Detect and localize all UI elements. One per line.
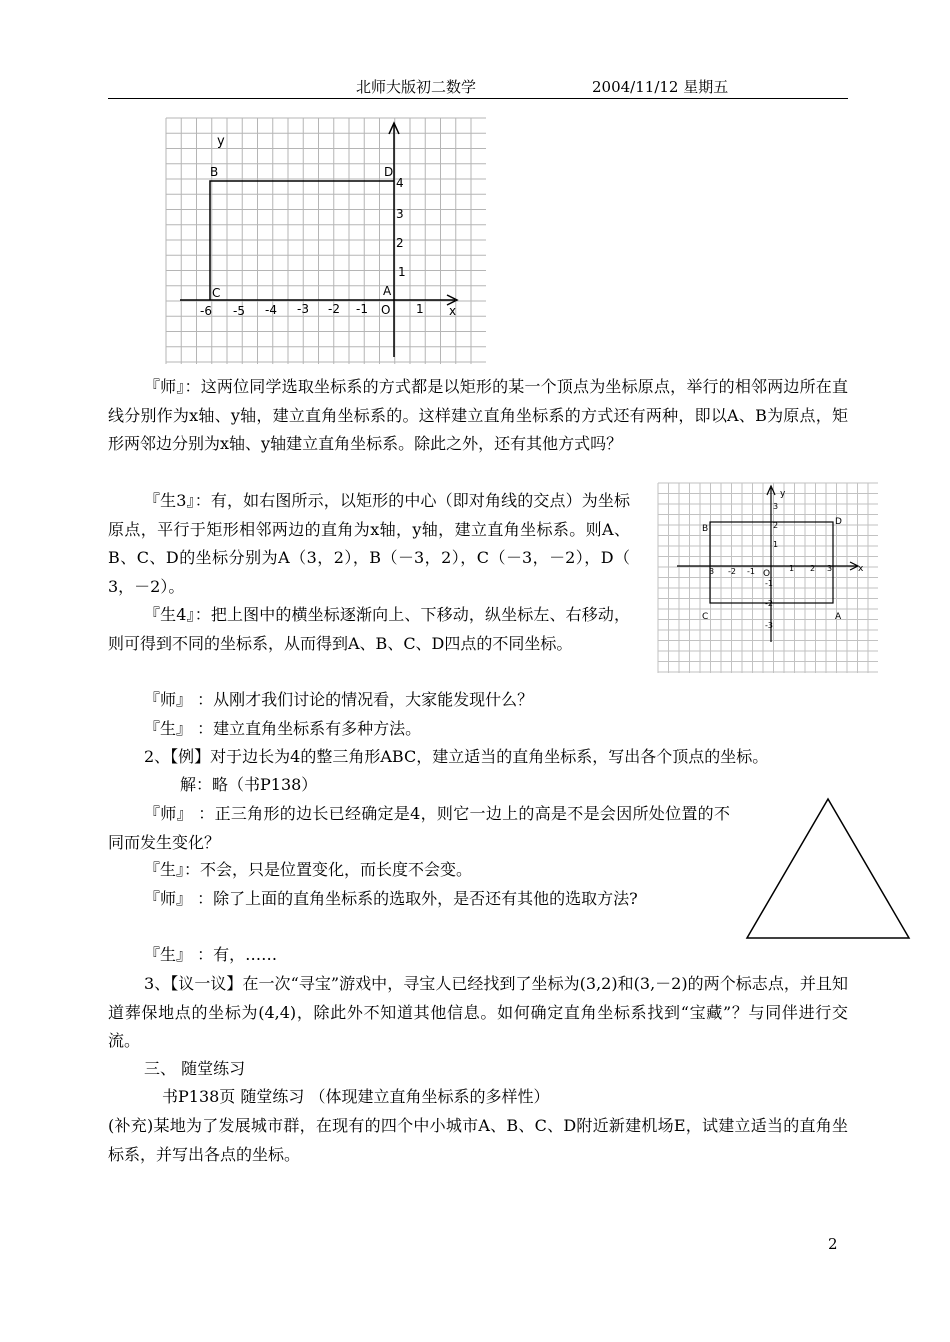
g1-x-label: x — [449, 304, 457, 318]
g1-y-tick: 2 — [396, 236, 404, 250]
g2-y-tick: -2 — [765, 599, 773, 608]
line-student-answer: 『生』 ：建立直角坐标系有多种方法。 — [144, 719, 422, 738]
g1-point-a: A — [383, 284, 392, 298]
section-heading-practice: 三、 随堂练习 — [144, 1059, 246, 1078]
paragraph-discussion: 3、【议一议】在一次“寻宝”游戏中，寻宝人已经找到了坐标为(3,2)和(3,－2)的两个标志点，并且知道葬保地点的坐标为(4,4)，除此外不知道其他信息。如何确定直角坐标系找到“宝藏”？与同伴进行交流。 — [108, 974, 848, 1050]
g1-point-b: B — [210, 165, 219, 179]
g2-y-tick: 1 — [773, 540, 779, 549]
equilateral-triangle — [744, 796, 912, 942]
g2-point-a: A — [835, 612, 842, 622]
coordinate-graph-1 — [165, 117, 487, 365]
g2-x-tick: 2 — [810, 564, 816, 573]
line-teacher-question: 『师』 ：从刚才我们讨论的情况看，大家能发现什么？ — [144, 690, 534, 709]
g1-x-tick: -4 — [265, 303, 277, 317]
g1-point-c: C — [212, 286, 221, 300]
g2-y-tick: -1 — [765, 579, 773, 588]
g2-x-label: x — [858, 564, 864, 574]
paragraph-teacher-other-methods: 『师』 ：除了上面的直角坐标系的选取外，是否还有其他的选取方法? — [144, 889, 638, 908]
header-date: 2004/11/12 星期五 — [592, 78, 729, 96]
g2-y-tick: -3 — [765, 621, 773, 630]
line-student-no-change: 『生』：不会，只是位置变化，而长度不会变。 — [144, 860, 473, 879]
line-student-yes: 『生』 ：有，…… — [144, 945, 278, 964]
g2-x-tick: -2 — [728, 567, 736, 576]
g1-x-tick: -3 — [297, 302, 309, 316]
paragraph-student-3: 『生3』：有，如右图所示，以矩形的中心（即对角线的交点）为坐标原点，平行于矩形相邻两边的直角为x轴，y轴，建立直角坐标系。则A、B、C、D的坐标分别为A（3，2），B（－3，2），C（－3，－2），D（ 3，－2）。 — [108, 491, 630, 596]
coordinate-graph-2 — [657, 482, 879, 675]
paragraph-student-4: 『生4』：把上图中的横坐标逐渐向上、下移动，纵坐标左、右移动，则可得到不同的坐标系，从而得到A、B、C、D四点的不同坐标。 — [108, 605, 630, 653]
g1-point-d: D — [384, 165, 394, 179]
practice-reference: 书P138页 随堂练习 （体现建立直角坐标系的多样性） — [162, 1087, 550, 1106]
g2-x-tick: 3 — [827, 564, 833, 573]
paragraph-supplement: (补充)某地为了发展城市群，在现有的四个中小城市A、B、C、D附近新建机场E，试建立适当的直角坐标系，并写出各点的坐标。 — [108, 1116, 848, 1164]
header-rule — [108, 98, 848, 99]
g1-y-tick: 3 — [396, 207, 404, 221]
header-title: 北师大版初二数学 — [356, 78, 477, 96]
g1-y-tick: 4 — [396, 176, 404, 190]
g1-x-tick: -2 — [328, 302, 340, 316]
g1-x-tick: 1 — [416, 302, 424, 316]
g2-x-tick: 3 — [709, 567, 715, 576]
g2-y-tick: 3 — [773, 502, 779, 511]
g2-origin-label: O — [763, 569, 771, 579]
g1-x-tick: -6 — [200, 304, 212, 318]
g1-y-tick: 1 — [398, 265, 406, 279]
paragraph-teacher-1: 『师』：这两位同学选取坐标系的方式都是以矩形的某一个顶点为坐标原点，举行的相邻两边所在直线分别作为x轴、y轴，建立直角坐标系的。这样建立直角坐标系的方式还有两种，即以A、B为原点，矩形两邻边分别为x轴、y轴建立直角坐标系。除此之外，还有其他方式吗？ — [108, 377, 848, 453]
g2-x-tick: -1 — [747, 567, 755, 576]
g2-point-b: B — [702, 524, 709, 534]
g1-x-tick: -1 — [356, 302, 368, 316]
g2-y-label: y — [780, 489, 786, 499]
g1-y-label: y — [217, 134, 225, 149]
paragraph-teacher-triangle: 『师』 ：正三角形的边长已经确定是4，则它一边上的高是不是会因所处位置的不同而发生变化？ — [108, 804, 730, 852]
g2-point-d: D — [835, 517, 842, 527]
example-2: 2、【例】对于边长为4的整三角形ABC，建立适当的直角坐标系，写出各个顶点的坐标。 — [144, 747, 769, 766]
page-number: 2 — [828, 1235, 838, 1253]
g1-x-tick: -5 — [233, 304, 245, 318]
g2-y-tick: 2 — [773, 521, 779, 530]
g2-point-c: C — [702, 612, 709, 622]
solution-line: 解：略（书P138） — [180, 775, 318, 794]
g2-x-tick: 1 — [789, 564, 795, 573]
g1-origin-label: O — [381, 303, 391, 317]
